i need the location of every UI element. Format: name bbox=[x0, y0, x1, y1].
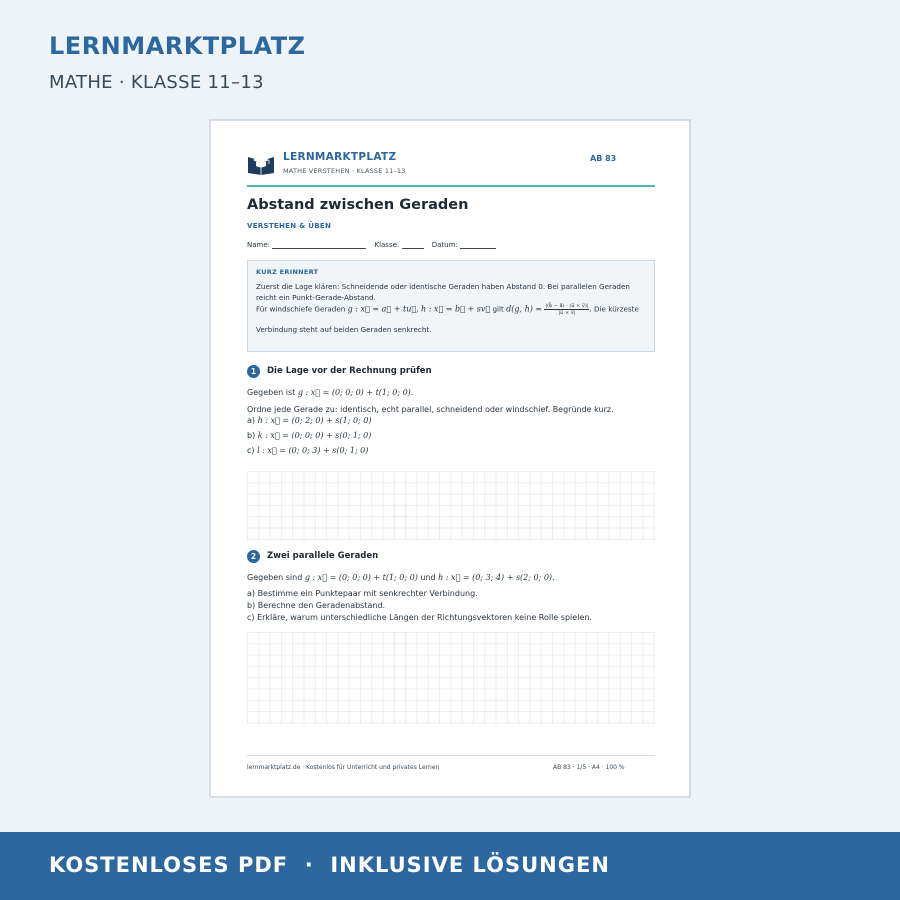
task1-item-a bbox=[247, 416, 371, 425]
task2-given bbox=[247, 573, 555, 582]
recall-heading: KURZ ERINNERT bbox=[256, 268, 319, 276]
item-label: a) bbox=[247, 416, 256, 425]
sheet-brand: LERNMARKTPLATZ bbox=[283, 151, 397, 163]
distance-fraction bbox=[544, 303, 589, 316]
recall-formula-intro: Für windschiefe Geraden bbox=[256, 304, 346, 314]
header-divider bbox=[247, 185, 655, 187]
g-equation: g : x⃗ = a⃗ + tu⃗, bbox=[347, 304, 419, 314]
recall-box bbox=[247, 260, 655, 352]
recall-text: Zuerst die Lage klären: Schneidende oder identische Geraden haben Abstand 0. Bei parallelen Geraden reicht ein Punkt-Gerade-Abstand. bbox=[256, 282, 630, 302]
banner-text: KOSTENLOSES PDF · INKLUSIVE LÖSUNGEN bbox=[49, 853, 610, 877]
sheet-brand-subtitle: MATHE VERSTEHEN · KLASSE 11–13 bbox=[283, 167, 406, 175]
task1-answer-grid[interactable] bbox=[247, 471, 655, 541]
task2-g-equation: g : x⃗ = (0; 0; 0) + t(1; 0; 0) bbox=[304, 573, 418, 582]
recall-closing: Verbindung steht auf beiden Geraden senkrecht. bbox=[256, 325, 432, 334]
item-equation: h : x⃗ = (0; 2; 0) + s(1; 0; 0) bbox=[257, 416, 372, 425]
recall-formula-line bbox=[256, 303, 650, 316]
task1-instruction: Ordne jede Gerade zu: identisch, echt parallel, schneidend oder windschief. Begründe kurz. bbox=[247, 405, 614, 414]
sheet-title: Abstand zwischen Geraden bbox=[247, 197, 469, 213]
item-label: b) bbox=[247, 431, 256, 440]
task2-given-intro: Gegeben sind bbox=[247, 573, 303, 582]
item-label: c) bbox=[247, 446, 255, 455]
item-equation: k : x⃗ = (0; 0; 0) + s(0; 1; 0) bbox=[257, 431, 372, 440]
worksheet-preview[interactable] bbox=[209, 119, 691, 798]
task1-given bbox=[247, 388, 413, 397]
fraction-denominator: |u⃗ × v⃗| bbox=[558, 310, 576, 316]
datum-blank bbox=[460, 241, 496, 249]
task1-given-intro: Gegeben ist bbox=[247, 388, 296, 397]
footer-right: AB 83 · 1/5 · A4 · 100 % bbox=[553, 764, 625, 771]
sheet-subtitle: VERSTEHEN & ÜBEN bbox=[247, 222, 332, 230]
brand-title: LERNMARKTPLATZ bbox=[49, 32, 306, 60]
gilt-word: gilt bbox=[492, 304, 504, 314]
item-equation: l : x⃗ = (0; 0; 3) + s(0; 1; 0) bbox=[257, 446, 369, 455]
task1-badge: 1 bbox=[247, 365, 260, 378]
klasse-blank bbox=[402, 241, 424, 249]
task2-item-c: c) Erkläre, warum unterschiedliche Längen der Richtungsvektoren keine Rolle spielen. bbox=[247, 613, 592, 622]
task2-title: Zwei parallele Geraden bbox=[267, 551, 379, 561]
h-equation: h : x⃗ = b⃗ + sv⃗ bbox=[421, 304, 491, 314]
distance-symbol: d(g, h) = bbox=[506, 304, 543, 314]
task1-given-equation: g : x⃗ = (0; 0; 0) + t(1; 0; 0). bbox=[297, 388, 414, 397]
sheet-code: AB 83 bbox=[590, 154, 617, 163]
footer-divider bbox=[247, 755, 655, 756]
task2-item-a: a) Bestimme ein Punktepaar mit senkrechter Verbindung. bbox=[247, 589, 478, 598]
task2-badge: 2 bbox=[247, 550, 260, 563]
footer-left: lernmarktplatz.de · Kostenlos für Unterricht und privates Lernen bbox=[247, 764, 440, 771]
task2-h-equation: h : x⃗ = (0; 3; 4) + s(2; 0; 0). bbox=[438, 573, 555, 582]
recall-formula-end: . Die kürzeste bbox=[589, 304, 639, 314]
task1-title: Die Lage vor der Rechnung prüfen bbox=[267, 366, 432, 376]
task1-item-b bbox=[247, 431, 371, 440]
task2-answer-grid[interactable] bbox=[247, 632, 655, 724]
task2-item-b: b) Berechne den Geradenabstand. bbox=[247, 601, 386, 610]
klasse-label: Klasse: bbox=[374, 241, 400, 249]
graduation-cap-book-icon bbox=[247, 151, 275, 175]
brand-subtitle: MATHE · KLASSE 11–13 bbox=[49, 72, 264, 93]
fraction-numerator: |(b⃗ − a⃗) · (u⃗ × v⃗)| bbox=[545, 303, 589, 309]
task1-item-c bbox=[247, 446, 368, 455]
bottom-banner bbox=[0, 832, 900, 900]
student-fields bbox=[247, 241, 502, 249]
name-label: Name: bbox=[247, 241, 271, 249]
und-word: und bbox=[420, 573, 436, 582]
datum-label: Datum: bbox=[431, 241, 458, 249]
name-blank bbox=[272, 241, 366, 249]
